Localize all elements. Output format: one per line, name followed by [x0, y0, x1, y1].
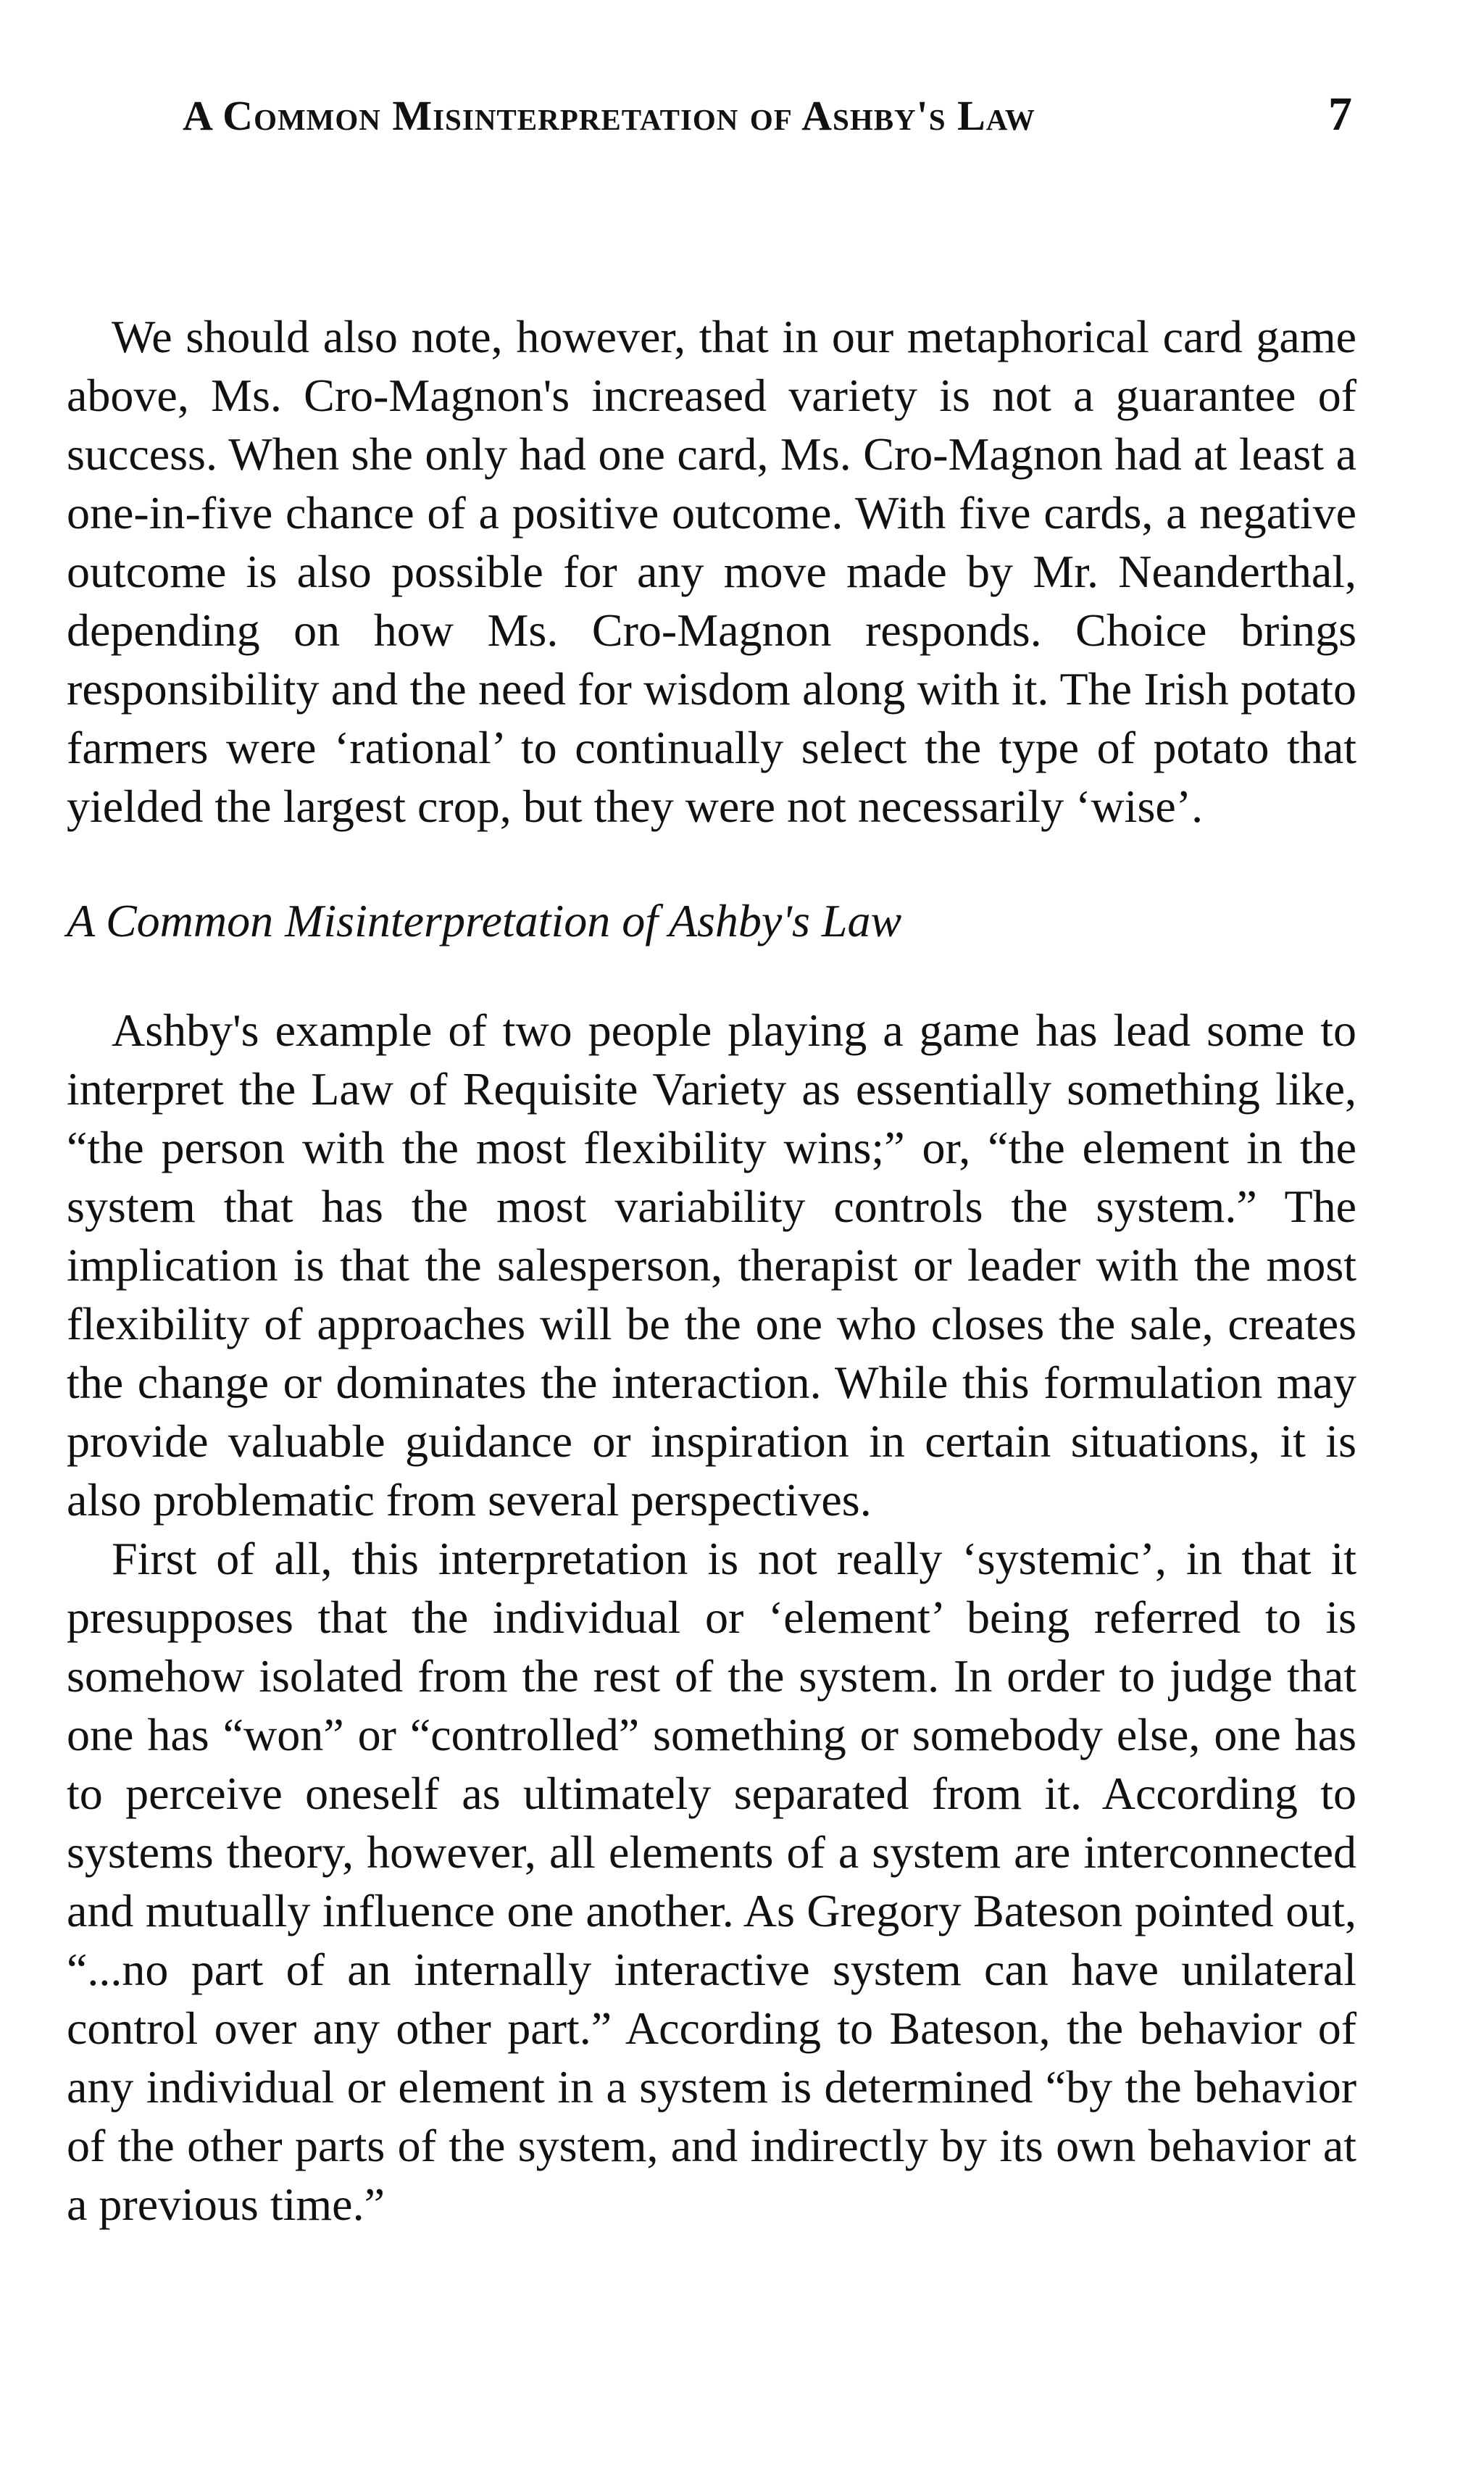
- page-number: 7: [1328, 88, 1352, 141]
- paragraph: Ashby's example of two people playing a game has lead some to interpret the Law of Requisite Variety as essentially something like, “the person with the most flexibility wins;” or, “the element in the system that has the most variability controls the system.” The implication is that the salesperson, therapist or leader with the most flexibility of approaches will be the one who closes the sale, creates the change or dominates the interaction. While this formulation may provide valuable guidance or inspiration in certain situations, it is also problematic from several perspectives.: [67, 1004, 1356, 1526]
- book-page: [67, 87, 1356, 2234]
- body-text: [67, 307, 1356, 2234]
- running-header: [183, 87, 1356, 174]
- running-title: A Common Misinterpretation of Ashby's Law: [183, 92, 1035, 139]
- paragraph: First of all, this interpretation is not really ‘systemic’, in that it presupposes that the individual or ‘element’ being referred to is somehow isolated from the rest of the system. In order to judge that one has “won” or “controlled” something or somebody else, one has to perceive oneself as ultimately separated from it. According to systems theory, however, all elements of a system are interconnected and mutually influence one another. As Gregory Bateson pointed out, “...no part of an internally interactive system can have unilateral control over any other part.” According to Bateson, the behavior of any individual or element in a system is determined “by the behavior of the other parts of the system, and indirectly by its own behavior at a previous time.”: [67, 1533, 1356, 2230]
- section-heading: A Common Misinterpretation of Ashby's Law: [67, 895, 902, 946]
- paragraph: We should also note, however, that in our metaphorical card game above, Ms. Cro-Magnon's increased variety is not a guarantee of success. When she only had one card, Ms. Cro-Magnon had at least a one-in-five chance of a positive outcome. With five cards, a negative outcome is also possible for any move made by Mr. Neanderthal, depending on how Ms. Cro-Magnon responds. Choice brings responsibility and the need for wisdom along with it. The Irish potato farmers were ‘rational’ to continually select the type of potato that yielded the largest crop, but they were not necessarily ‘wise’.: [67, 311, 1356, 832]
